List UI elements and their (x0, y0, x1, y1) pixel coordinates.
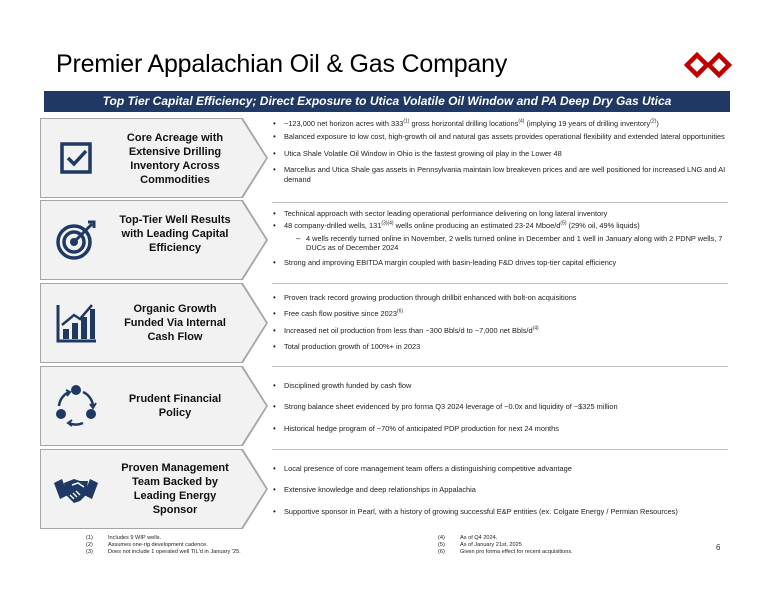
footnote: (5) As of January 21st, 2025 (438, 542, 522, 549)
page-title: Premier Appalachian Oil & Gas Company (56, 50, 508, 78)
footnotes-left (86, 535, 241, 557)
footnotes-right (438, 535, 573, 557)
bullet-item: • Historical hedge program of ~70% of anticipated PDP production for next 24 months (272, 424, 732, 433)
cycle-icon (52, 382, 100, 430)
footnote: (3) Does not include 1 operated well TIL'd in January '25. (86, 549, 241, 556)
bullet-item: • Extensive knowledge and deep relationships in Appalachia (272, 485, 732, 494)
growth-chart-icon (52, 299, 100, 347)
bullet-item: • Total production growth of 100%+ in 2023 (272, 342, 732, 351)
bullet-item: • Balanced exposure to low cost, high-growth oil and natural gas assets provides operational flexibility and extended lateral opportunities (272, 132, 732, 141)
bullet-item: • Marcellus and Utica Shale gas assets in Pennsylvania maintain low breakeven prices and are well positioned for increased LNG and AI demand (272, 165, 732, 184)
bullet-item: • Disciplined growth funded by cash flow (272, 381, 732, 390)
tagline-banner: Top Tier Capital Efficiency; Direct Exposure to Utica Volatile Oil Window and PA Deep Dry Gas Utica (44, 91, 730, 112)
bullet-list (272, 293, 732, 352)
footnote: (2) Assumes one-rig development cadence. (86, 542, 208, 549)
section-organic-growth (40, 283, 730, 363)
footnote: (6) Given pro forma effect for recent acquisitions. (438, 549, 573, 556)
section-financial-policy (40, 366, 730, 446)
section-label: Prudent Financial Policy (128, 393, 222, 419)
bullet-item: • ~123,000 net horizon acres with 333$^{(1)}$ gross horizontal drilling locations$^{(4)}$ (implying 19 years of drilling inventory$^{(2)}$) (272, 119, 732, 128)
bullet-item: • Local presence of core management team offers a distinguishing competitive advantage (272, 464, 732, 473)
bullet-list (272, 464, 732, 516)
sub-bullet-item: – 4 wells recently turned online in November, 2 wells turned online in December and 1 well in January along with 2 PDNP wells, 7 DUCs as of December 2024 (272, 234, 732, 253)
footnote: (4) As of Q4 2024. (438, 535, 498, 541)
checkbox-icon (52, 134, 100, 182)
section-label: Top-Tier Well Results with Leading Capital Efficiency (119, 214, 231, 254)
bullet-list (272, 209, 732, 267)
bullet-item: • 48 company-drilled wells, $131^{(3)(4)}$ wells online producing an estimated 23-24 Mboe/$d^{(5)}$ (29% oil, 49% liquids) (272, 221, 732, 230)
footnote: (1) Includes 9 WIP wells. (86, 535, 162, 541)
bullet-item: • Utica Shale Volatile Oil Window in Ohio is the fastest growing oil play in the Lower 48 (272, 149, 732, 158)
section-label: Proven Management Team Backed by Leading Energy Sponsor (121, 462, 229, 516)
bullet-item: • Proven track record growing production through drillbit enhanced with bolt-on acquisitions (272, 293, 732, 302)
section-label: Organic Growth Funded Via Internal Cash Flow (124, 303, 226, 343)
section-core-acreage (40, 118, 730, 198)
section-label: Core Acreage with Extensive Drilling Inventory Across Commodities (126, 132, 224, 186)
bullet-item: • Strong and improving EBITDA margin coupled with basin-leading F&D drives top-tier capital efficiency (272, 258, 732, 267)
bullet-item: • Strong balance sheet evidenced by pro forma Q3 2024 leverage of ~0.0x and liquidity of ~$325 million (272, 402, 732, 411)
bullet-item: • Supportive sponsor in Pearl, with a history of growing successful E&P entities (ex. Colgate Energy / Permian Resources) (272, 507, 732, 516)
bullet-list (272, 119, 732, 184)
bullet-item: • Free cash flow positive since 2023$^{(6)}$ (272, 309, 732, 318)
bullet-list (272, 381, 732, 433)
target-icon (52, 216, 100, 264)
company-logo-icon (684, 52, 732, 78)
bullet-item: • Increased net oil production from less than ~300 Bbls/d to ~7,000 net Bbls/$d^{(4)}$ (272, 326, 732, 335)
handshake-icon (52, 465, 100, 513)
bullet-item: • Technical approach with sector leading operational performance delivering on long lateral inventory (272, 209, 732, 218)
section-management-team (40, 449, 730, 529)
section-well-results (40, 200, 730, 280)
page-number: 6 (716, 543, 721, 552)
